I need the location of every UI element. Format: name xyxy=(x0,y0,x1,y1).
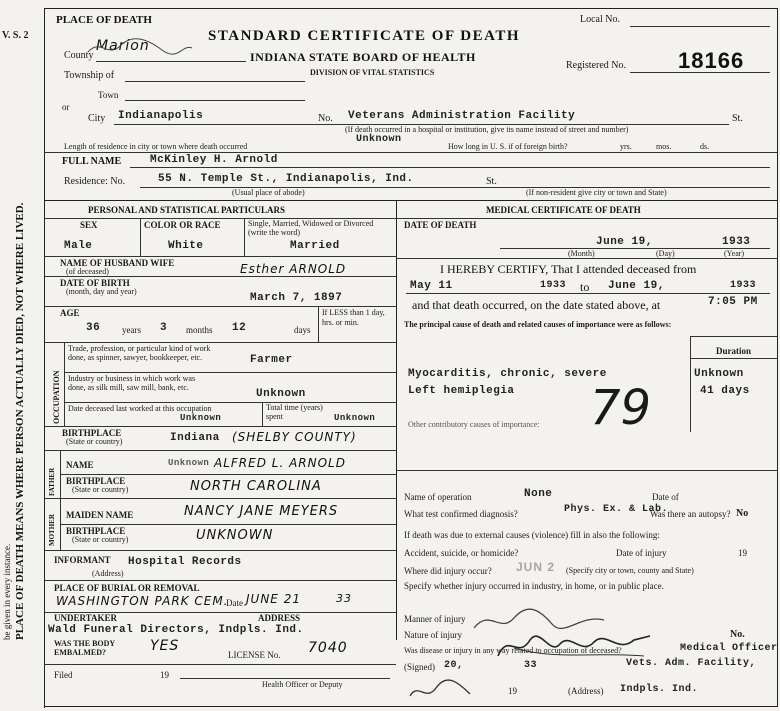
death-occurred-statement: and that death occurred, on the date stated above, at xyxy=(412,298,661,312)
informant-value: Hospital Records xyxy=(128,556,242,568)
signed-date: 20, xyxy=(444,660,464,671)
attended-from-year: 1933 xyxy=(540,280,567,291)
county-scribble xyxy=(86,36,196,60)
days-label: days xyxy=(294,325,311,335)
maiden-name-value: NANCY JANE MEYERS xyxy=(184,504,339,519)
specify-label: Specify whether injury occurred in industry, in home, or in public place. xyxy=(404,581,664,591)
date-of-death-value: June 19, xyxy=(596,236,653,248)
father-birthplace-value: NORTH CAROLINA xyxy=(190,479,322,494)
side-note-2: be given in every instance. xyxy=(2,543,12,640)
form-code: V. S. 2 xyxy=(2,30,29,41)
to-label: to xyxy=(580,280,590,294)
date-of-death-label: DATE OF DEATH xyxy=(404,220,477,230)
manner-label: Manner of injury xyxy=(404,614,466,624)
dob-label: DATE OF BIRTH xyxy=(60,278,130,288)
local-no-label: Local No. xyxy=(580,14,620,25)
mother-side-label: MOTHER xyxy=(48,514,56,546)
duration-label: Duration xyxy=(716,346,752,356)
maiden-name-label: MAIDEN NAME xyxy=(66,510,134,520)
months-label: months xyxy=(186,325,213,335)
spouse-sub: (of deceased) xyxy=(66,267,109,276)
death-time: 7:05 PM xyxy=(708,296,758,308)
test-value: Phys. Ex. & Lab. xyxy=(564,504,669,515)
test-label: What test confirmed diagnosis? xyxy=(404,509,518,519)
burial-label: PLACE OF BURIAL OR REMOVAL xyxy=(54,583,200,593)
where-injury-sub: (Specify city or town, county and State) xyxy=(566,566,694,575)
undertaker-address-label: ADDRESS xyxy=(258,613,301,623)
signed-label: (Signed) xyxy=(404,662,435,672)
operation-date-label: Date of xyxy=(652,492,679,502)
length-of-residence-label: Length of residence in city or town where death occurred xyxy=(64,142,248,151)
dob-sub: (month, day and year) xyxy=(66,287,137,296)
operation-value: None xyxy=(524,488,553,500)
birthplace-label: BIRTHPLACE xyxy=(62,428,122,438)
injury-date-label: Date of injury xyxy=(616,548,667,558)
embalmed-label: WAS THE BODY EMBALMED? xyxy=(54,639,115,657)
length-unknown: Unknown xyxy=(356,134,402,145)
signed-year: 33 xyxy=(524,660,538,671)
occupation-related-value: No. xyxy=(730,629,745,640)
marital-value: Married xyxy=(290,240,340,252)
residence-value: 55 N. Temple St., Indianapolis, Ind. xyxy=(158,173,414,185)
signer-title: Medical Officer xyxy=(680,643,778,654)
principal-cause-label: The principal cause of death and related causes of importance were as follows: xyxy=(404,320,672,329)
dob-value: March 7, 1897 xyxy=(250,292,343,304)
non-resident-note: (If non-resident give city or town and State) xyxy=(526,188,667,197)
city-value: Indianapolis xyxy=(118,110,204,122)
where-injury-label: Where did injury occur? xyxy=(404,566,492,576)
filed-year-label: 19 xyxy=(160,670,169,680)
received-stamp: JUN 2 xyxy=(516,560,556,574)
ds-label: ds. xyxy=(700,142,710,151)
violence-label: If death was due to external causes (violence) fill in also the following: xyxy=(404,530,660,540)
filed-label: Filed xyxy=(54,670,73,680)
trade-label: Trade, profession, or particular kind of work done, as spinner, sawyer, bookkeeper, etc. xyxy=(68,344,211,362)
disease-related-label: Was disease or injury in any way related to occupation of deceased? xyxy=(404,646,622,655)
nature-label: Nature of injury xyxy=(404,630,462,640)
signer-city: Indpls. Ind. xyxy=(620,684,699,695)
industry-label: Industry or business in which work was done, as silk mill, saw mill, bank, etc. xyxy=(68,374,196,392)
medical-section-title: MEDICAL CERTIFICATE OF DEATH xyxy=(486,205,641,215)
residence-label: Residence: No. xyxy=(64,176,126,187)
day-sublabel: (Day) xyxy=(656,249,675,258)
full-name-label: FULL NAME xyxy=(62,156,122,167)
burial-date-label: Date xyxy=(226,598,243,608)
handwritten-cause-code: 79 xyxy=(590,380,652,436)
autopsy-value: No xyxy=(736,508,749,519)
bottom-scribble xyxy=(406,676,476,706)
color-label: COLOR OR RACE xyxy=(144,220,221,230)
board-name: INDIANA STATE BOARD OF HEALTH xyxy=(250,50,476,64)
registered-no-label: Registered No. xyxy=(566,60,626,71)
marital-label: Single, Married, Widowed or Divorced (write the word) xyxy=(248,219,374,237)
institution-value: Veterans Administration Facility xyxy=(348,110,576,122)
usual-place-note: (Usual place of abode) xyxy=(232,188,305,197)
side-note: PLACE OF DEATH MEANS WHERE PERSON ACTUALLY DIED, NOT WHERE LIVED. xyxy=(14,202,26,640)
years-label: years xyxy=(122,325,141,335)
informant-address-label: (Address) xyxy=(92,569,124,578)
burial-year-value: 33 xyxy=(336,592,352,605)
certificate-title: STANDARD CERTIFICATE OF DEATH xyxy=(208,28,521,44)
sex-label: SEX xyxy=(80,220,98,230)
mother-birthplace-value: UNKNOWN xyxy=(196,528,274,543)
mos-label: mos. xyxy=(656,142,672,151)
residence-st-label: St. xyxy=(486,176,497,187)
father-birthplace-sub: (State or country) xyxy=(72,485,129,494)
duration-secondary: 41 days xyxy=(700,385,750,397)
age-days: 12 xyxy=(232,322,247,334)
street-label: St. xyxy=(732,113,743,124)
age-months: 3 xyxy=(160,322,168,334)
year-sublabel: (Year) xyxy=(724,249,745,258)
county-value: Marion xyxy=(96,38,150,54)
father-name-value: ALFRED L. ARNOLD xyxy=(214,456,346,470)
embalmed-value: YES xyxy=(150,638,180,654)
spouse-label: NAME OF HUSBAND WIFE xyxy=(60,258,175,268)
color-value: White xyxy=(168,240,204,252)
operation-label: Name of operation xyxy=(404,492,472,502)
township-label: Township of xyxy=(64,70,115,81)
birthplace-sub: (State or country) xyxy=(66,437,123,446)
age-label: AGE xyxy=(60,308,80,318)
trade-value: Farmer xyxy=(250,354,293,366)
duration-primary: Unknown xyxy=(694,368,744,380)
institution-note: (If death occurred in a hospital or institution, give its name instead of street and number) xyxy=(345,125,629,134)
license-label: LICENSE No. xyxy=(228,650,281,660)
sex-value: Male xyxy=(64,240,93,252)
accident-label: Accident, suicide, or homicide? xyxy=(404,548,519,558)
last-worked-label: Date deceased last worked at this occupation xyxy=(68,404,212,413)
or-label: or xyxy=(62,102,70,112)
full-name-value: McKinley H. Arnold xyxy=(150,154,278,166)
age-years: 36 xyxy=(86,322,101,334)
father-name-typed: Unknown xyxy=(168,458,210,468)
father-name-label: NAME xyxy=(66,460,94,470)
license-value: 7040 xyxy=(308,640,348,656)
month-sublabel: (Month) xyxy=(568,249,595,258)
occupation-side-label: OCCUPATION xyxy=(52,370,61,424)
mother-birthplace-label: BIRTHPLACE xyxy=(66,526,126,536)
burial-date-value: JUNE 21 xyxy=(246,592,301,606)
cause-primary: Myocarditis, chronic, severe xyxy=(408,368,607,380)
industry-value: Unknown xyxy=(256,388,306,400)
signer-org: Vets. Adm. Facility, xyxy=(626,658,757,669)
undertaker-label: UNDERTAKER xyxy=(54,613,118,623)
mother-birthplace-sub: (State or country) xyxy=(72,535,129,544)
city-label: City xyxy=(88,113,106,124)
attended-to-year: 1933 xyxy=(730,280,757,291)
registered-number: 18166 xyxy=(678,48,745,73)
signature-scribble xyxy=(494,626,654,666)
health-officer-label: Health Officer or Deputy xyxy=(262,680,343,689)
birthplace-value: Indiana xyxy=(170,432,220,444)
attended-from: May 11 xyxy=(410,280,453,292)
bottom-year-label: 19 xyxy=(508,686,517,696)
division-name: DIVISION OF VITAL STATISTICS xyxy=(310,68,435,77)
year-of-death-value: 1933 xyxy=(722,236,751,248)
father-birthplace-label: BIRTHPLACE xyxy=(66,476,126,486)
total-time-label: Total time (years) spent xyxy=(266,403,323,421)
injury-year-label: 19 xyxy=(738,548,747,558)
certify-statement: I HEREBY CERTIFY, That I attended deceased from xyxy=(440,262,697,276)
last-worked-value: Unknown xyxy=(180,413,222,423)
place-of-death-heading: PLACE OF DEATH xyxy=(56,14,152,26)
spouse-value: Esther ARNOLD xyxy=(240,262,347,276)
total-time-value: Unknown xyxy=(334,413,376,423)
county-label: County xyxy=(64,50,94,61)
attended-to: June 19, xyxy=(608,280,665,292)
town-label: Town xyxy=(98,90,119,100)
father-side-label: FATHER xyxy=(48,467,56,496)
birthplace-county: (SHELBY COUNTY) xyxy=(232,430,357,444)
undertaker-value: Wald Funeral Directors, Indpls. Ind. xyxy=(48,624,304,636)
cause-secondary: Left hemiplegia xyxy=(408,385,515,397)
other-causes-label: Other contributory causes of importance: xyxy=(408,420,540,429)
signer-address-label: (Address) xyxy=(568,686,604,696)
no-label: No. xyxy=(318,113,333,124)
informant-label: INFORMANT xyxy=(54,555,111,565)
how-long-label: How long in U. S. if of foreign birth? xyxy=(448,142,568,151)
personal-section-title: PERSONAL AND STATISTICAL PARTICULARS xyxy=(88,205,285,215)
if-less-label: If LESS than 1 day, hrs. or min. xyxy=(322,308,385,327)
yrs-label: yrs. xyxy=(620,142,632,151)
burial-value: WASHINGTON PARK CEM. xyxy=(56,594,229,608)
autopsy-label: Was there an autopsy? xyxy=(650,509,731,519)
